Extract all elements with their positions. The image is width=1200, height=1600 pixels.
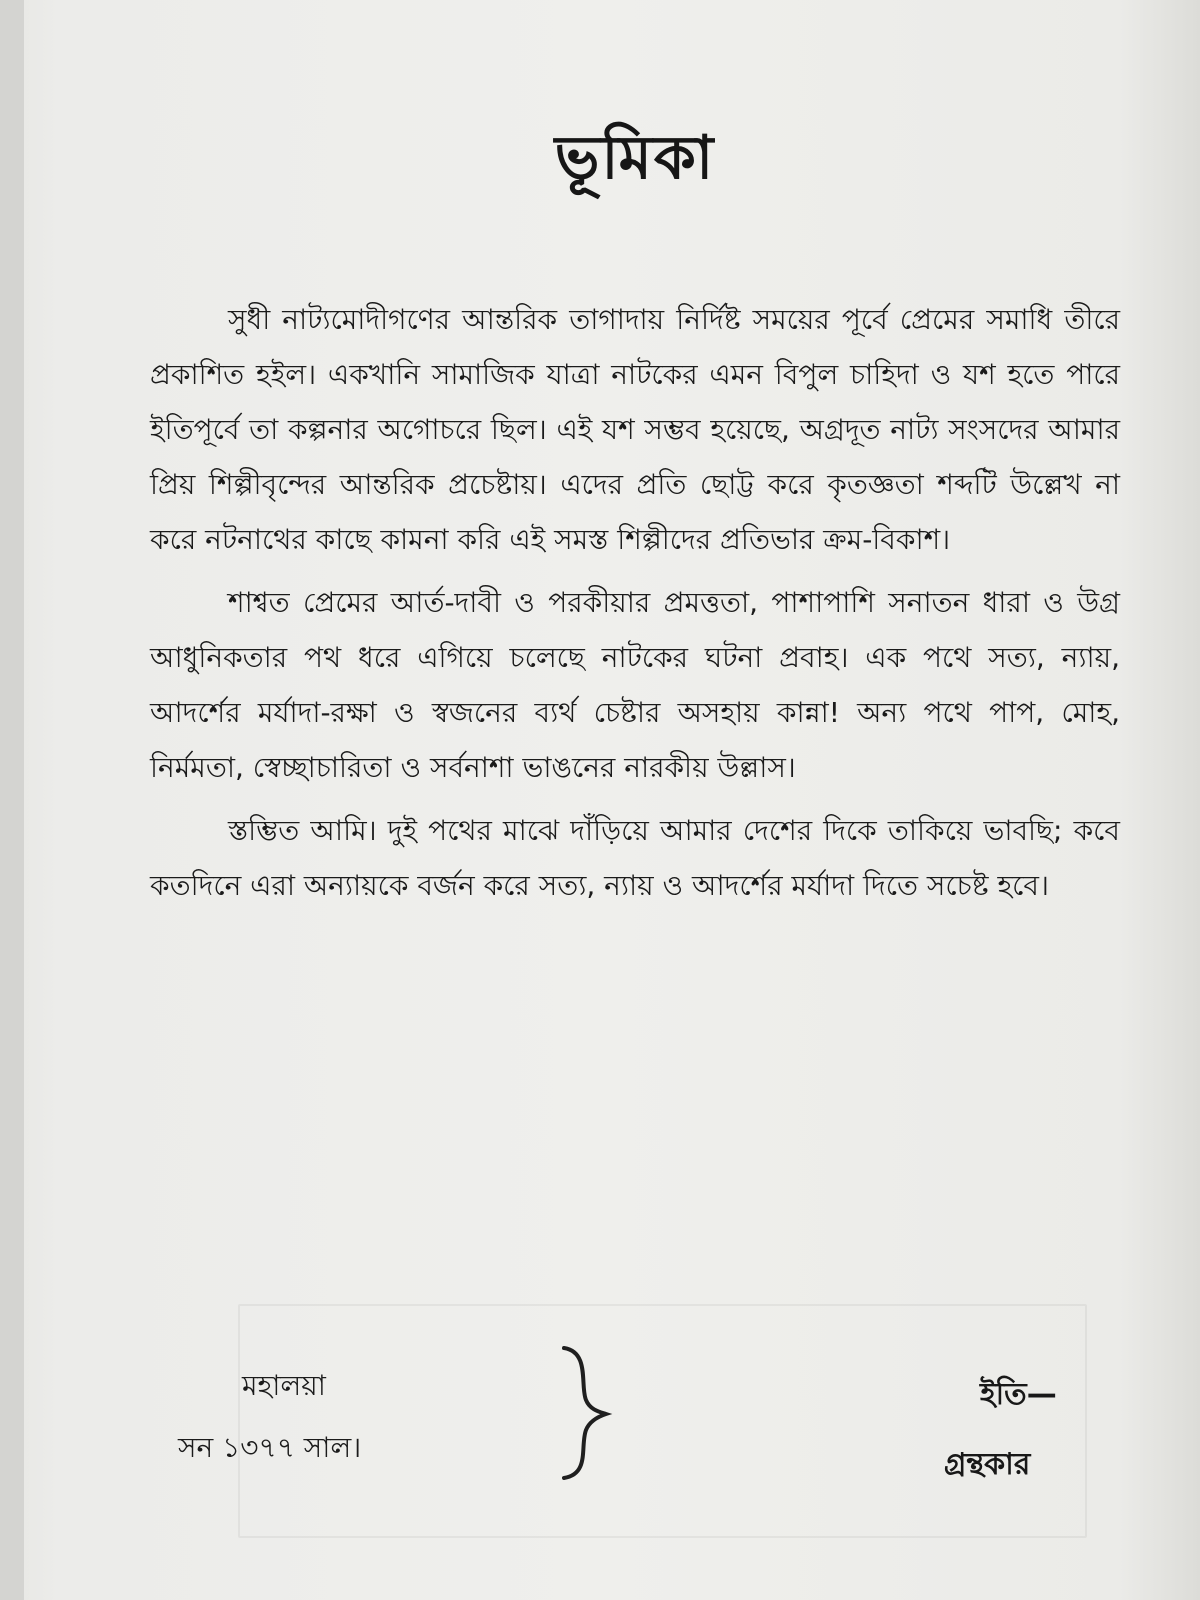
signature-author: গ্রন্থকার — [944, 1447, 1031, 1482]
signature-place: মহালয়া — [242, 1369, 326, 1402]
signature-date: সন ১৩৭৭ সাল। — [178, 1431, 362, 1464]
paragraph-2: শাশ্বত প্রেমের আর্ত-দাবী ও পরকীয়ার প্রমত্ততা, পাশাপাশি সনাতন ধারা ও উগ্র আধুনিকতার পথ ধরে এগিয়ে চলেছে নাটকের ঘটনা প্রবাহ। এক পথে সত্য, ন্যায়, আদর্শের মর্যাদা-রক্ষা ও স্বজনের ব্যর্থ চেষ্টার অসহায় কান্না! অন্য পথে পাপ, মোহ, নির্মমতা, স্বেচ্ছাচারিতা ও সর্বনাশা ভাঙনের নারকীয় উল্লাস। — [150, 586, 1120, 784]
signature-closing: ইতি— — [980, 1377, 1057, 1412]
page-edge-shadow — [0, 0, 24, 1600]
paragraph-1: সুধী নাট্যমোদীগণের আন্তরিক তাগাদায় নির্দিষ্ট সময়ের পূর্বে প্রেমের সমাধি তীরে প্রকাশিত হইল। একখানি সামাজিক যাত্রা নাটকের এমন বিপুল চাহিদা ও যশ হতে পারে ইতিপূর্বে তা কল্পনার অগোচরে ছিল। এই যশ সম্ভব হয়েছে, অগ্রদূত নাট্য সংসদের আমার প্রিয় শিল্পীবৃন্দের আন্তরিক প্রচেষ্টায়। এদের প্রতি ছোট্ট করে কৃতজ্ঞতা শব্দটি উল্লেখ না করে নটনাথের কাছে কামনা করি এই সমস্ত শিল্পীদের প্রতিভার ক্রম-বিকাশ। — [150, 303, 1120, 556]
signature-right-block — [944, 1360, 1164, 1500]
curly-brace-icon — [548, 1342, 618, 1482]
page-title: ভূমিকা — [554, 123, 716, 193]
paragraph-3: স্তম্ভিত আমি। দুই পথের মাঝে দাঁড়িয়ে আমার দেশের দিকে তাকিয়ে ভাবছি; কবে কতদিনে এরা অন্যায়কে বর্জন করে সত্য, ন্যায় ও আদর্শের মর্যাদা দিতে সচেষ্ট হবে। — [150, 814, 1120, 902]
body-text — [150, 292, 1120, 913]
signature-left-block — [178, 1355, 478, 1479]
